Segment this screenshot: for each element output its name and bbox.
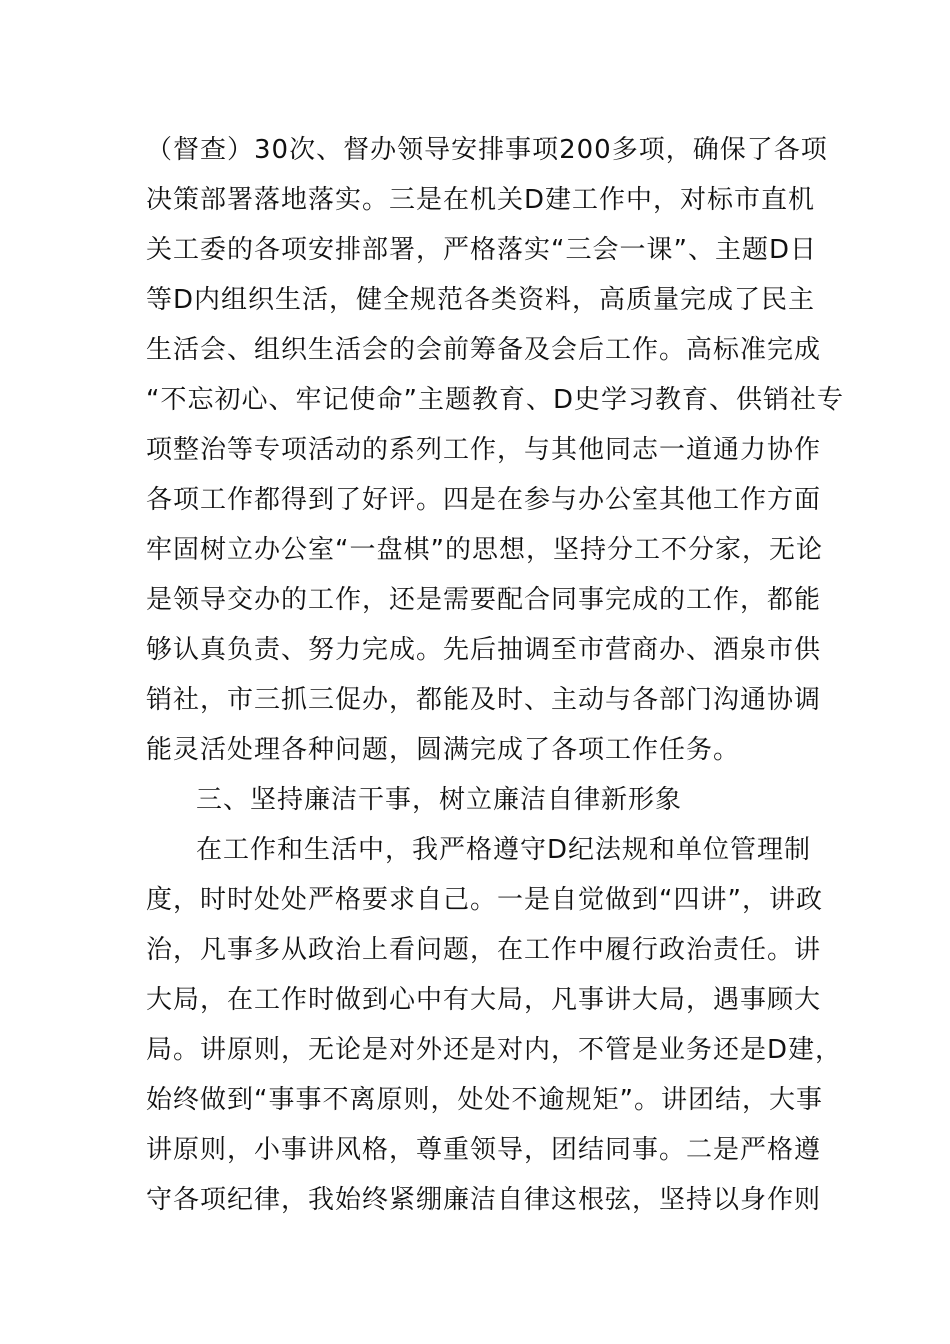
text-line: “不忘初心、牢记使命”主题教育、D史学习教育、供销社专 [146, 385, 844, 415]
text-line: 讲原则，小事讲风格，尊重领导，团结同事。二是严格遵 [146, 1135, 822, 1165]
text-line: 销社，市三抓三促办，都能及时、主动与各部门沟通协调 [146, 685, 822, 715]
text-line: 各项工作都得到了好评。四是在参与办公室其他工作方面 [146, 485, 822, 515]
text-line: 牢固树立办公室“一盘棋”的思想，坚持分工不分家，无论 [146, 535, 823, 565]
paragraph-first-line: 在工作和生活中，我严格遵守D纪法规和单位管理制 [196, 835, 812, 865]
text-line: 局。讲原则，无论是对外还是对内，不管是业务还是D建， [146, 1035, 843, 1065]
text-line: 是领导交办的工作，还是需要配合同事完成的工作，都能 [146, 585, 822, 615]
text-line: （督查）30次、督办领导安排事项200多项，确保了各项 [146, 135, 828, 165]
text-line: 关工委的各项安排部署，严格落实“三会一课”、主题D日 [146, 235, 817, 265]
text-line: 始终做到“事事不离原则，处处不逾规矩”。讲团结，大事 [146, 1085, 823, 1115]
text-line: 够认真负责、努力完成。先后抽调至市营商办、酒泉市供 [146, 635, 822, 665]
section-heading: 三、坚持廉洁干事，树立廉洁自律新形象 [196, 785, 683, 815]
text-line: 守各项纪律，我始终紧绷廉洁自律这根弦，坚持以身作则 [146, 1185, 822, 1215]
text-line: 决策部署落地落实。三是在机关D建工作中，对标市直机 [146, 185, 816, 215]
text-line: 项整治等专项活动的系列工作，与其他同志一道通力协作 [146, 435, 822, 465]
text-line: 度，时时处处严格要求自己。一是自觉做到“四讲”，讲政 [146, 885, 823, 915]
text-line: 大局，在工作时做到心中有大局，凡事讲大局，遇事顾大 [146, 985, 822, 1015]
text-line: 等D内组织生活，健全规范各类资料，高质量完成了民主 [146, 285, 816, 315]
text-line: 能灵活处理各种问题，圆满完成了各项工作任务。 [146, 735, 741, 765]
text-line: 生活会、组织生活会的会前筹备及会后工作。高标准完成 [146, 335, 822, 365]
text-line: 治，凡事多从政治上看问题，在工作中履行政治责任。讲 [146, 935, 822, 965]
